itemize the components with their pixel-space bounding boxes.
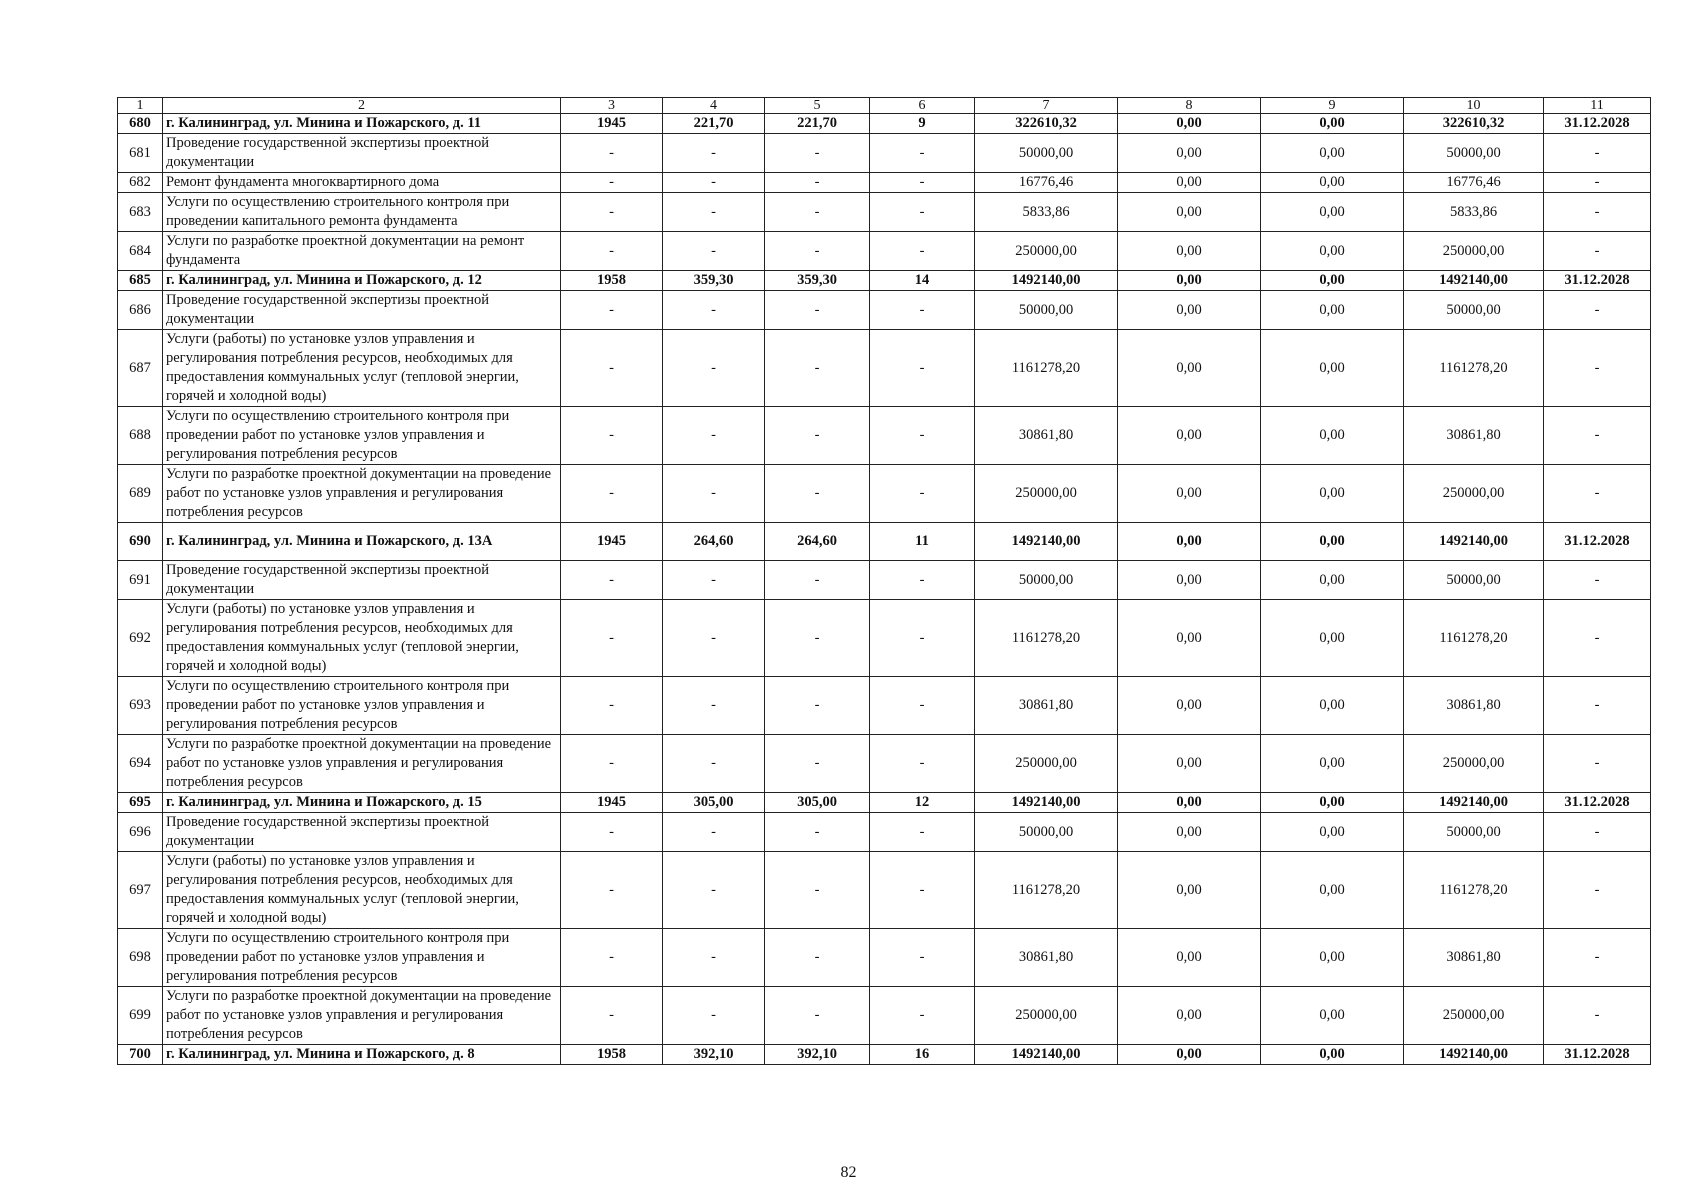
living-area-cell: 359,30 xyxy=(765,271,870,291)
owner-funds-cell: 1492140,00 xyxy=(1404,793,1544,813)
completion-date-cell: - xyxy=(1544,407,1651,465)
federal-funds-cell: 0,00 xyxy=(1118,523,1261,561)
year-built-cell: - xyxy=(561,330,663,407)
regional-funds-cell: 0,00 xyxy=(1261,1045,1404,1065)
year-built-cell: - xyxy=(561,193,663,232)
total-area-cell: - xyxy=(663,813,765,852)
item-description-cell: Услуги по разработке проектной документации на проведение работ по установке узлов управления и регулирования потребления ресурсов xyxy=(163,735,561,793)
page-number: 82 xyxy=(840,1164,857,1181)
living-area-cell: - xyxy=(765,929,870,987)
resident-count-cell: 16 xyxy=(870,1045,975,1065)
resident-count-cell: - xyxy=(870,929,975,987)
total-area-cell: - xyxy=(663,134,765,173)
work-item-row xyxy=(118,677,1651,735)
address-row xyxy=(118,523,1651,561)
work-item-row xyxy=(118,465,1651,523)
column-number-header: 3 xyxy=(561,98,663,114)
total-area-cell: - xyxy=(663,465,765,523)
year-built-cell: 1945 xyxy=(561,523,663,561)
total-cost-cell: 50000,00 xyxy=(975,561,1118,600)
regional-funds-cell: 0,00 xyxy=(1261,232,1404,271)
resident-count-cell: - xyxy=(870,232,975,271)
repair-program-table xyxy=(117,97,1651,1065)
year-built-cell: 1945 xyxy=(561,793,663,813)
year-built-cell: 1945 xyxy=(561,114,663,134)
resident-count-cell: 9 xyxy=(870,114,975,134)
column-number-header: 4 xyxy=(663,98,765,114)
living-area-cell: - xyxy=(765,291,870,330)
owner-funds-cell: 16776,46 xyxy=(1404,173,1544,193)
year-built-cell: - xyxy=(561,929,663,987)
owner-funds-cell: 1161278,20 xyxy=(1404,600,1544,677)
federal-funds-cell: 0,00 xyxy=(1118,793,1261,813)
regional-funds-cell: 0,00 xyxy=(1261,987,1404,1045)
completion-date-cell: 31.12.2028 xyxy=(1544,1045,1651,1065)
owner-funds-cell: 30861,80 xyxy=(1404,677,1544,735)
work-item-row xyxy=(118,852,1651,929)
work-item-row xyxy=(118,987,1651,1045)
row-number-cell: 690 xyxy=(118,523,163,561)
owner-funds-cell: 250000,00 xyxy=(1404,465,1544,523)
completion-date-cell: - xyxy=(1544,677,1651,735)
item-description-cell: Услуги по осуществлению строительного контроля при проведении работ по установке узлов управления и регулирования потребления ресурсов xyxy=(163,407,561,465)
federal-funds-cell: 0,00 xyxy=(1118,173,1261,193)
total-cost-cell: 50000,00 xyxy=(975,134,1118,173)
living-area-cell: - xyxy=(765,330,870,407)
completion-date-cell: 31.12.2028 xyxy=(1544,114,1651,134)
total-cost-cell: 1492140,00 xyxy=(975,793,1118,813)
total-area-cell: - xyxy=(663,600,765,677)
federal-funds-cell: 0,00 xyxy=(1118,291,1261,330)
resident-count-cell: - xyxy=(870,330,975,407)
regional-funds-cell: 0,00 xyxy=(1261,173,1404,193)
total-area-cell: - xyxy=(663,561,765,600)
completion-date-cell: 31.12.2028 xyxy=(1544,793,1651,813)
total-cost-cell: 1492140,00 xyxy=(975,271,1118,291)
total-cost-cell: 50000,00 xyxy=(975,291,1118,330)
item-description-cell: Проведение государственной экспертизы проектной документации xyxy=(163,813,561,852)
column-number-header-row xyxy=(118,98,1651,114)
resident-count-cell: - xyxy=(870,465,975,523)
living-area-cell: - xyxy=(765,677,870,735)
work-item-row xyxy=(118,929,1651,987)
row-number-cell: 688 xyxy=(118,407,163,465)
owner-funds-cell: 50000,00 xyxy=(1404,813,1544,852)
owner-funds-cell: 30861,80 xyxy=(1404,929,1544,987)
federal-funds-cell: 0,00 xyxy=(1118,561,1261,600)
total-cost-cell: 250000,00 xyxy=(975,987,1118,1045)
item-description-cell: Услуги (работы) по установке узлов управления и регулирования потребления ресурсов, необходимых для предоставления коммунальных услуг (тепловой энергии, горячей и холодной воды) xyxy=(163,330,561,407)
living-area-cell: - xyxy=(765,735,870,793)
resident-count-cell: - xyxy=(870,813,975,852)
owner-funds-cell: 1161278,20 xyxy=(1404,852,1544,929)
resident-count-cell: - xyxy=(870,987,975,1045)
owner-funds-cell: 50000,00 xyxy=(1404,291,1544,330)
work-item-row xyxy=(118,232,1651,271)
total-area-cell: 264,60 xyxy=(663,523,765,561)
total-cost-cell: 5833,86 xyxy=(975,193,1118,232)
total-area-cell: - xyxy=(663,929,765,987)
federal-funds-cell: 0,00 xyxy=(1118,929,1261,987)
regional-funds-cell: 0,00 xyxy=(1261,735,1404,793)
regional-funds-cell: 0,00 xyxy=(1261,929,1404,987)
column-number-header: 9 xyxy=(1261,98,1404,114)
row-number-cell: 696 xyxy=(118,813,163,852)
work-item-row xyxy=(118,813,1651,852)
row-number-cell: 682 xyxy=(118,173,163,193)
year-built-cell: - xyxy=(561,173,663,193)
total-area-cell: - xyxy=(663,735,765,793)
row-number-cell: 686 xyxy=(118,291,163,330)
year-built-cell: - xyxy=(561,465,663,523)
item-description-cell: г. Калининград, ул. Минина и Пожарского, д. 12 xyxy=(163,271,561,291)
year-built-cell: 1958 xyxy=(561,1045,663,1065)
row-number-cell: 695 xyxy=(118,793,163,813)
item-description-cell: г. Калининград, ул. Минина и Пожарского, д. 13А xyxy=(163,523,561,561)
item-description-cell: Проведение государственной экспертизы проектной документации xyxy=(163,291,561,330)
total-cost-cell: 1492140,00 xyxy=(975,1045,1118,1065)
regional-funds-cell: 0,00 xyxy=(1261,465,1404,523)
federal-funds-cell: 0,00 xyxy=(1118,271,1261,291)
completion-date-cell: - xyxy=(1544,929,1651,987)
item-description-cell: Услуги (работы) по установке узлов управления и регулирования потребления ресурсов, необходимых для предоставления коммунальных услуг (тепловой энергии, горячей и холодной воды) xyxy=(163,600,561,677)
item-description-cell: Услуги по разработке проектной документации на ремонт фундамента xyxy=(163,232,561,271)
row-number-cell: 699 xyxy=(118,987,163,1045)
total-cost-cell: 250000,00 xyxy=(975,232,1118,271)
total-area-cell: - xyxy=(663,173,765,193)
living-area-cell: 392,10 xyxy=(765,1045,870,1065)
regional-funds-cell: 0,00 xyxy=(1261,134,1404,173)
owner-funds-cell: 1492140,00 xyxy=(1404,1045,1544,1065)
row-number-cell: 693 xyxy=(118,677,163,735)
row-number-cell: 700 xyxy=(118,1045,163,1065)
resident-count-cell: 14 xyxy=(870,271,975,291)
column-number-header: 5 xyxy=(765,98,870,114)
completion-date-cell: - xyxy=(1544,852,1651,929)
total-area-cell: 392,10 xyxy=(663,1045,765,1065)
year-built-cell: - xyxy=(561,407,663,465)
owner-funds-cell: 322610,32 xyxy=(1404,114,1544,134)
year-built-cell: - xyxy=(561,291,663,330)
owner-funds-cell: 1492140,00 xyxy=(1404,523,1544,561)
living-area-cell: - xyxy=(765,134,870,173)
total-area-cell: 221,70 xyxy=(663,114,765,134)
resident-count-cell: - xyxy=(870,677,975,735)
living-area-cell: 221,70 xyxy=(765,114,870,134)
row-number-cell: 683 xyxy=(118,193,163,232)
living-area-cell: - xyxy=(765,813,870,852)
regional-funds-cell: 0,00 xyxy=(1261,407,1404,465)
item-description-cell: Услуги по осуществлению строительного контроля при проведении работ по установке узлов управления и регулирования потребления ресурсов xyxy=(163,929,561,987)
living-area-cell: - xyxy=(765,600,870,677)
total-area-cell: - xyxy=(663,987,765,1045)
federal-funds-cell: 0,00 xyxy=(1118,677,1261,735)
total-area-cell: - xyxy=(663,232,765,271)
living-area-cell: - xyxy=(765,852,870,929)
living-area-cell: 264,60 xyxy=(765,523,870,561)
year-built-cell: - xyxy=(561,561,663,600)
address-row xyxy=(118,114,1651,134)
total-cost-cell: 1492140,00 xyxy=(975,523,1118,561)
completion-date-cell: - xyxy=(1544,561,1651,600)
total-cost-cell: 30861,80 xyxy=(975,407,1118,465)
regional-funds-cell: 0,00 xyxy=(1261,330,1404,407)
living-area-cell: - xyxy=(765,173,870,193)
regional-funds-cell: 0,00 xyxy=(1261,561,1404,600)
year-built-cell: - xyxy=(561,735,663,793)
resident-count-cell: - xyxy=(870,173,975,193)
total-cost-cell: 50000,00 xyxy=(975,813,1118,852)
total-cost-cell: 16776,46 xyxy=(975,173,1118,193)
federal-funds-cell: 0,00 xyxy=(1118,407,1261,465)
address-row xyxy=(118,793,1651,813)
regional-funds-cell: 0,00 xyxy=(1261,813,1404,852)
work-item-row xyxy=(118,600,1651,677)
owner-funds-cell: 50000,00 xyxy=(1404,134,1544,173)
total-area-cell: 359,30 xyxy=(663,271,765,291)
column-number-header: 1 xyxy=(118,98,163,114)
year-built-cell: - xyxy=(561,677,663,735)
row-number-cell: 697 xyxy=(118,852,163,929)
federal-funds-cell: 0,00 xyxy=(1118,193,1261,232)
work-item-row xyxy=(118,134,1651,173)
table-body xyxy=(118,98,1651,1065)
living-area-cell: - xyxy=(765,987,870,1045)
regional-funds-cell: 0,00 xyxy=(1261,291,1404,330)
regional-funds-cell: 0,00 xyxy=(1261,852,1404,929)
item-description-cell: г. Калининград, ул. Минина и Пожарского, д. 11 xyxy=(163,114,561,134)
row-number-cell: 687 xyxy=(118,330,163,407)
work-item-row xyxy=(118,407,1651,465)
resident-count-cell: - xyxy=(870,407,975,465)
federal-funds-cell: 0,00 xyxy=(1118,114,1261,134)
completion-date-cell: - xyxy=(1544,330,1651,407)
item-description-cell: Услуги по разработке проектной документации на проведение работ по установке узлов управления и регулирования потребления ресурсов xyxy=(163,987,561,1045)
regional-funds-cell: 0,00 xyxy=(1261,793,1404,813)
work-item-row xyxy=(118,561,1651,600)
row-number-cell: 685 xyxy=(118,271,163,291)
column-number-header: 6 xyxy=(870,98,975,114)
owner-funds-cell: 1492140,00 xyxy=(1404,271,1544,291)
total-cost-cell: 1161278,20 xyxy=(975,852,1118,929)
federal-funds-cell: 0,00 xyxy=(1118,852,1261,929)
federal-funds-cell: 0,00 xyxy=(1118,465,1261,523)
resident-count-cell: - xyxy=(870,852,975,929)
resident-count-cell: - xyxy=(870,193,975,232)
resident-count-cell: - xyxy=(870,134,975,173)
completion-date-cell: - xyxy=(1544,600,1651,677)
year-built-cell: - xyxy=(561,232,663,271)
row-number-cell: 681 xyxy=(118,134,163,173)
item-description-cell: Проведение государственной экспертизы проектной документации xyxy=(163,561,561,600)
total-cost-cell: 250000,00 xyxy=(975,735,1118,793)
completion-date-cell: - xyxy=(1544,193,1651,232)
regional-funds-cell: 0,00 xyxy=(1261,271,1404,291)
completion-date-cell: - xyxy=(1544,987,1651,1045)
total-cost-cell: 1161278,20 xyxy=(975,330,1118,407)
owner-funds-cell: 1161278,20 xyxy=(1404,330,1544,407)
total-area-cell: - xyxy=(663,291,765,330)
federal-funds-cell: 0,00 xyxy=(1118,600,1261,677)
row-number-cell: 680 xyxy=(118,114,163,134)
row-number-cell: 692 xyxy=(118,600,163,677)
federal-funds-cell: 0,00 xyxy=(1118,735,1261,793)
regional-funds-cell: 0,00 xyxy=(1261,114,1404,134)
owner-funds-cell: 50000,00 xyxy=(1404,561,1544,600)
total-area-cell: - xyxy=(663,407,765,465)
total-cost-cell: 30861,80 xyxy=(975,677,1118,735)
owner-funds-cell: 5833,86 xyxy=(1404,193,1544,232)
completion-date-cell: - xyxy=(1544,735,1651,793)
year-built-cell: - xyxy=(561,987,663,1045)
owner-funds-cell: 250000,00 xyxy=(1404,987,1544,1045)
completion-date-cell: 31.12.2028 xyxy=(1544,523,1651,561)
regional-funds-cell: 0,00 xyxy=(1261,523,1404,561)
item-description-cell: г. Калининград, ул. Минина и Пожарского, д. 8 xyxy=(163,1045,561,1065)
resident-count-cell: - xyxy=(870,561,975,600)
total-cost-cell: 322610,32 xyxy=(975,114,1118,134)
federal-funds-cell: 0,00 xyxy=(1118,1045,1261,1065)
resident-count-cell: - xyxy=(870,600,975,677)
row-number-cell: 694 xyxy=(118,735,163,793)
resident-count-cell: 12 xyxy=(870,793,975,813)
item-description-cell: Услуги по разработке проектной документации на проведение работ по установке узлов управления и регулирования потребления ресурсов xyxy=(163,465,561,523)
completion-date-cell: - xyxy=(1544,813,1651,852)
year-built-cell: - xyxy=(561,852,663,929)
total-cost-cell: 1161278,20 xyxy=(975,600,1118,677)
row-number-cell: 691 xyxy=(118,561,163,600)
living-area-cell: - xyxy=(765,561,870,600)
completion-date-cell: - xyxy=(1544,291,1651,330)
total-cost-cell: 250000,00 xyxy=(975,465,1118,523)
row-number-cell: 698 xyxy=(118,929,163,987)
work-item-row xyxy=(118,735,1651,793)
item-description-cell: Услуги (работы) по установке узлов управления и регулирования потребления ресурсов, необходимых для предоставления коммунальных услуг (тепловой энергии, горячей и холодной воды) xyxy=(163,852,561,929)
row-number-cell: 689 xyxy=(118,465,163,523)
address-row xyxy=(118,271,1651,291)
total-cost-cell: 30861,80 xyxy=(975,929,1118,987)
year-built-cell: - xyxy=(561,813,663,852)
column-number-header: 8 xyxy=(1118,98,1261,114)
address-row xyxy=(118,1045,1651,1065)
resident-count-cell: 11 xyxy=(870,523,975,561)
completion-date-cell: 31.12.2028 xyxy=(1544,271,1651,291)
regional-funds-cell: 0,00 xyxy=(1261,677,1404,735)
resident-count-cell: - xyxy=(870,291,975,330)
completion-date-cell: - xyxy=(1544,465,1651,523)
total-area-cell: - xyxy=(663,677,765,735)
resident-count-cell: - xyxy=(870,735,975,793)
federal-funds-cell: 0,00 xyxy=(1118,987,1261,1045)
item-description-cell: Услуги по осуществлению строительного контроля при проведении работ по установке узлов управления и регулирования потребления ресурсов xyxy=(163,677,561,735)
item-description-cell: г. Калининград, ул. Минина и Пожарского, д. 15 xyxy=(163,793,561,813)
item-description-cell: Ремонт фундамента многоквартирного дома xyxy=(163,173,561,193)
total-area-cell: - xyxy=(663,852,765,929)
work-item-row xyxy=(118,193,1651,232)
column-number-header: 10 xyxy=(1404,98,1544,114)
federal-funds-cell: 0,00 xyxy=(1118,134,1261,173)
regional-funds-cell: 0,00 xyxy=(1261,600,1404,677)
living-area-cell: - xyxy=(765,407,870,465)
owner-funds-cell: 250000,00 xyxy=(1404,735,1544,793)
federal-funds-cell: 0,00 xyxy=(1118,813,1261,852)
item-description-cell: Услуги по осуществлению строительного контроля при проведении капитального ремонта фундамента xyxy=(163,193,561,232)
owner-funds-cell: 30861,80 xyxy=(1404,407,1544,465)
year-built-cell: 1958 xyxy=(561,271,663,291)
column-number-header: 7 xyxy=(975,98,1118,114)
living-area-cell: - xyxy=(765,193,870,232)
total-area-cell: - xyxy=(663,193,765,232)
federal-funds-cell: 0,00 xyxy=(1118,232,1261,271)
completion-date-cell: - xyxy=(1544,173,1651,193)
work-item-row xyxy=(118,291,1651,330)
work-item-row xyxy=(118,330,1651,407)
row-number-cell: 684 xyxy=(118,232,163,271)
owner-funds-cell: 250000,00 xyxy=(1404,232,1544,271)
total-area-cell: - xyxy=(663,330,765,407)
work-item-row xyxy=(118,173,1651,193)
completion-date-cell: - xyxy=(1544,232,1651,271)
completion-date-cell: - xyxy=(1544,134,1651,173)
total-area-cell: 305,00 xyxy=(663,793,765,813)
living-area-cell: - xyxy=(765,232,870,271)
living-area-cell: - xyxy=(765,465,870,523)
regional-funds-cell: 0,00 xyxy=(1261,193,1404,232)
column-number-header: 11 xyxy=(1544,98,1651,114)
year-built-cell: - xyxy=(561,134,663,173)
item-description-cell: Проведение государственной экспертизы проектной документации xyxy=(163,134,561,173)
year-built-cell: - xyxy=(561,600,663,677)
federal-funds-cell: 0,00 xyxy=(1118,330,1261,407)
column-number-header: 2 xyxy=(163,98,561,114)
living-area-cell: 305,00 xyxy=(765,793,870,813)
